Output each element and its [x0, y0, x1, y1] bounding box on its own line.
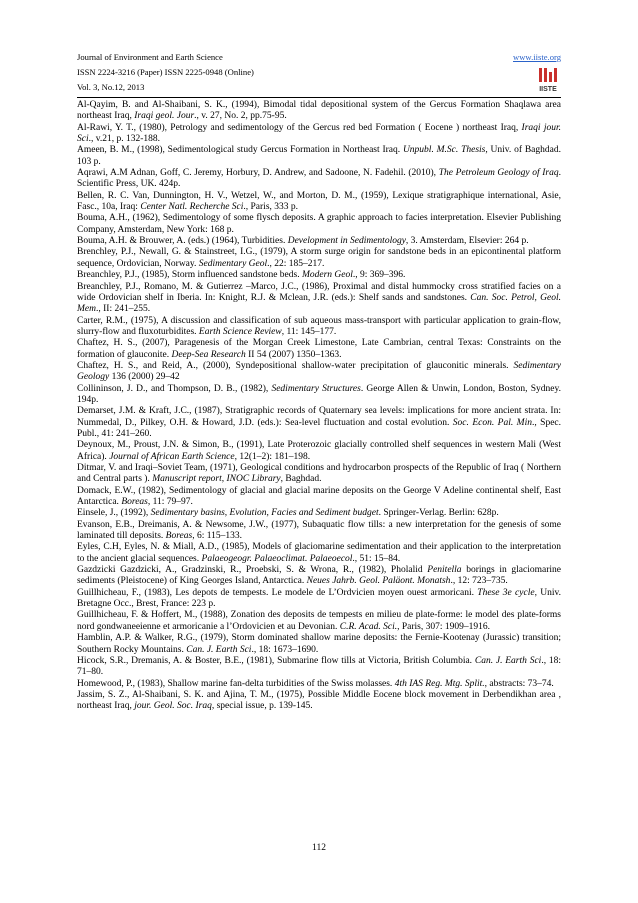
- reference-entry: [77, 168, 561, 191]
- reference-text: borings in glaciomarine sediments (Pleistocene) of King Georges Island, Antarctica.: [77, 565, 561, 587]
- reference-entry: [77, 236, 561, 247]
- reference-italic-text: Sedimentary Geology: [77, 360, 561, 383]
- reference-text: Bellen, R. C. Van, Dunnington, H. V., Wetzel, W., and Morton, D. M., (1959), Lexique stratigraphique international, Asie, Fasc., 10a, Iraq:: [77, 190, 561, 213]
- reference-italic-text: Penitella: [427, 565, 462, 576]
- reference-entry: [77, 486, 561, 509]
- reference-italic-text: Development in Sedimentology: [287, 236, 406, 247]
- reference-list: [77, 100, 561, 713]
- reference-entry: [77, 588, 561, 611]
- reference-text: Domack, E.W., (1982), Sedimentology of glacial and glacial marine deposits on the George V Adeline continental shelf, East Antarctica.: [77, 485, 561, 508]
- reference-text: Chaftez, H. S., (2007), Paragenesis of the Morgan Creek Limestone, Late Cambrian, central Texas: Constraints on the formation of glauconite.: [77, 338, 561, 360]
- reference-italic-text: Sedimentary Structures: [271, 383, 361, 394]
- reference-text: ., 51: 15–84.: [352, 553, 401, 564]
- reference-entry: [77, 191, 561, 214]
- reference-italic-text: C.R. Acad. Sci.: [339, 621, 398, 632]
- reference-entry: [77, 145, 561, 168]
- reference-text: ., v.21, p. 132-188.: [88, 134, 161, 145]
- header-rule: [77, 97, 561, 98]
- volume-line: Vol. 3, No.12, 2013: [77, 82, 145, 92]
- reference-text: Al-Rawi, Y. T., (1980), Petrology and sedimentology of the Gercus red bed Formation ( Eocene ) northeast Iraq,: [77, 122, 522, 133]
- reference-text: Guillhicheau, F., (1983), Les depots de tempests. Le modele de L’Ordvicien moyen ouest armoricani.: [77, 587, 478, 598]
- reference-italic-text: Soc. Econ. Pal. Min: [452, 417, 532, 428]
- reference-entry: [77, 690, 561, 713]
- reference-text: Eyles, C.H, Eyles, N. & Miall, A.D., (1985), Models of glaciomarine sedimentation and their application to the interpretation to the ancient glacial sequences.: [77, 542, 561, 564]
- reference-entry: [77, 508, 561, 519]
- page-number: 112: [312, 843, 326, 853]
- reference-text: Bouma, A.H. & Brouwer, A. (eds.) (1964), Turbidities.: [77, 236, 288, 247]
- reference-italic-text: Sedimentary basins, Evolution, Facies and Sediment budget: [150, 508, 379, 519]
- reference-entry: [77, 270, 561, 281]
- reference-entry: [77, 213, 561, 236]
- reference-entry: [77, 282, 561, 316]
- reference-entry: [77, 384, 561, 407]
- reference-text: 136 (2000) 29–42: [109, 372, 180, 383]
- reference-text: ., II: 241–255.: [96, 304, 151, 315]
- reference-text: Demarset, J.M. & Kraft, J.C., (1987), Stratigraphic records of Quaternary sea levels: implications for more ancient strata. In: Nummedal, D., Pilkey, O.H. & Howard, J.D. (eds.): Sea-level fluctuation and costal evolution.: [77, 406, 561, 428]
- reference-italic-text: Unpubl. M.Sc. Thesis: [402, 145, 486, 156]
- reference-text: Guillhicheau, F. & Hoffert, M., (1988), Zonation des deposits de tempests en milieu de plate-forme: le model des plate-forms nord gondwaneeienne et armoricanie a l’Ordovicien et au Devonian.: [77, 610, 561, 632]
- reference-entry: [77, 633, 561, 656]
- reference-text: Brenchley, P.J., Newall, G. & Stainstreet, I.G., (1979), A storm surge origin for sandstone beds in an epicontinental platform sequence, Ordovician, Norway.: [77, 247, 561, 269]
- reference-text: Hamblin, A.P. & Walker, R.G., (1979), Storm dominated shallow marine deposits: the Fernie-Kootenay (Jurassic) transition; Southern Rocky Mountains.: [77, 633, 561, 655]
- reference-text: , 3. Amsterdam, Elsevier: 264 p.: [405, 236, 529, 247]
- reference-italic-text: Iraqi jour. Sci: [77, 122, 561, 145]
- reference-italic-text: Palaeogeogr. Palaeoclimat. Palaeoecol: [201, 553, 353, 564]
- reference-text: . Springer-Verlag. Berlin: 628p.: [378, 508, 499, 519]
- reference-text: II 54 (2007) 1350–1363.: [245, 349, 342, 360]
- reference-text: , 12(1–2): 181–198.: [234, 451, 311, 462]
- reference-text: Homewood, P., (1983), Shallow marine fan-delta turbidities of the Swiss molasses.: [77, 678, 395, 689]
- journal-title: Journal of Environment and Earth Science: [77, 52, 223, 62]
- reference-italic-text: Manuscript report, INOC Library: [152, 474, 281, 485]
- reference-text: ., 18: 71–80.: [77, 655, 561, 678]
- reference-entry: [77, 440, 561, 463]
- reference-entry: [77, 656, 561, 679]
- reference-text: ., Paris, 333 p.: [243, 202, 299, 213]
- reference-italic-text: Neues Jahrb. Geol. Paläont. Monatsh: [306, 576, 451, 587]
- reference-italic-text: Sedimentary Geol: [198, 258, 268, 269]
- page-header: [77, 52, 561, 96]
- reference-text: , Paris, 307: 1909–1916.: [397, 621, 490, 632]
- reference-text: Gazdzicki Gazdzicki, A., Gradzinski, R., Proebski, S. & Wrona, R., (1982), Pholalid: [77, 565, 428, 576]
- reference-entry: [77, 565, 561, 588]
- issn-line: ISSN 2224-3216 (Paper) ISSN 2225-0948 (Online): [77, 67, 254, 77]
- iiste-logo: [537, 66, 559, 94]
- reference-text: ., Spec. Publ., 41: 241–260.: [77, 417, 562, 439]
- reference-italic-text: Journal of African Earth Science: [109, 451, 235, 462]
- reference-entry: [77, 610, 561, 633]
- reference-text: ., 12: 723–735.: [450, 576, 508, 587]
- reference-italic-text: Boreas: [165, 531, 193, 542]
- reference-entry: [77, 123, 561, 146]
- reference-text: Carter, R.M., (1975), A discussion and classification of sub aqueous mass-transport with particular application to grain-flow, slurry-flow and fluxoturbidites.: [77, 315, 561, 337]
- reference-italic-text: Can. J. Earth Sci: [474, 655, 542, 666]
- reference-entry: [77, 520, 561, 543]
- reference-text: , Univ. of Baghdad. 103 p.: [77, 145, 561, 167]
- reference-italic-text: Earth Science Review: [198, 326, 282, 337]
- reference-italic-text: Can. Soc. Petrol, Geol. Mem: [77, 292, 561, 315]
- reference-italic-text: jour. Geol. Soc. Iraq: [134, 701, 212, 712]
- reference-text: ., 22: 185–217.: [267, 258, 325, 269]
- reference-entry: [77, 316, 561, 339]
- reference-entry: [77, 679, 561, 690]
- reference-italic-text: Can. J. Earth Sci: [186, 644, 252, 655]
- reference-text: Einsele, J., (1992),: [77, 508, 151, 519]
- reference-text: Ditmar, V. and Iraqi–Soviet Team, (1971), Geological conditions and hydrocarbon prospects of the Republic of Iraq ( Northern and Central parts ).: [77, 463, 561, 485]
- reference-text: ., 9: 369–396.: [352, 270, 406, 281]
- reference-entry: [77, 361, 561, 384]
- reference-text: Evanson, E.B., Dreimanis, A. & Newsome, J.W., (1977), Subaquatic flow tills: a new interpretation for the genesis of some laminated till deposits.: [77, 519, 561, 542]
- reference-italic-text: Center Natl. Recherche Sci: [140, 202, 244, 213]
- reference-entry: [77, 338, 561, 361]
- reference-text: , special issue, p. 139-145.: [211, 701, 313, 712]
- reference-text: , Univ. Bretagne Occ., Brest, France: 223 p.: [77, 587, 562, 610]
- reference-italic-text: The Petroleum Geology of Iraq: [438, 168, 559, 179]
- reference-text: Breanchley, P.J., (1985), Storm influenced sandstone beds.: [77, 270, 302, 281]
- reference-entry: [77, 247, 561, 270]
- reference-text: ., 18: 1673–1690.: [251, 644, 319, 655]
- reference-text: Collininson, J. D., and Thompson, D. B., (1982),: [77, 383, 272, 394]
- reference-text: Jassim, S. Z., Al-Shaibani, S. K. and Ajina, T. M., (1975), Possible Middle Eocene block movement in Derbendikhan area , northeast Iraq,: [77, 689, 561, 712]
- reference-entry: [77, 542, 561, 565]
- reference-text: , abstracts: 73–74.: [484, 678, 554, 689]
- reference-italic-text: These 3e cycle: [477, 587, 535, 598]
- reference-text: Deynoux, M., Proust, J.N. & Simon, B., (1991), Late Proterozoic glacially controlled shelf sequences in western Mali (West Africa).: [77, 440, 561, 462]
- reference-text: Chaftez, H. S., and Reid, A., (2000), Syndepositional shallow-water precipitation of glauconitic minerals.: [77, 360, 514, 371]
- reference-italic-text: 4th IAS Reg. Mtg. Split.: [394, 678, 485, 689]
- reference-italic-text: Deep-Sea Research: [171, 349, 246, 360]
- reference-entry: [77, 100, 561, 123]
- reference-text: , 6: 115–133.: [192, 531, 243, 542]
- reference-text: . George Allen & Unwin, London, Boston, Sydney. 194p.: [77, 383, 561, 405]
- reference-text: , Baghdad.: [280, 474, 322, 485]
- reference-text: Aqrawi, A.M Adnan, Goff, C. Jeremy, Horbury, D. Andrew, and Sadoone, N. Fadehil. (2010),: [77, 168, 439, 179]
- reference-italic-text: Boreas: [121, 497, 148, 508]
- svg-text:IISTE: IISTE: [539, 86, 557, 93]
- reference-text: Hicock, S.R., Dremanis, A. & Boster, B.E., (1981), Submarine flow tills at Victoria, British Columbia.: [77, 655, 475, 666]
- reference-entry: [77, 406, 561, 440]
- reference-text: Al-Qayim, B. and Al-Shaibani, S. K., (1994), Bimodal tidal depositional system of the Gercus Formation Shaqlawa area northeast Iraq,: [77, 100, 561, 122]
- reference-text: Breanchley, P.J., Romano, M. & Gutierrez –Marco, J.C., (1986), Proximal and distal hummocky cross stratified facies on a wide Ordovician shelf in Iberia. In: Knight, R.J. & Mclean, J.R. (eds.): Shelf sands and sandstones.: [77, 281, 561, 303]
- reference-text: Bouma, A.H., (1962), Sedimentology of some flysch deposits. A graphic approach to facies interpretation. Elsevier Publishing Company, Amsterdam, New York: 168 p.: [77, 213, 561, 235]
- reference-italic-text: Iraqi geol. Jour: [134, 111, 195, 122]
- reference-text: Ameen, B. M., (1998), Sedimentological study Gercus Formation in Northeast Iraq.: [77, 145, 403, 156]
- reference-text: , 11: 79–97.: [147, 497, 193, 508]
- reference-italic-text: Modern Geol: [301, 270, 353, 281]
- journal-url-link[interactable]: www.iiste.org: [513, 52, 561, 62]
- reference-text: . Scientific Press, UK. 424p.: [77, 168, 561, 190]
- reference-entry: [77, 463, 561, 486]
- reference-text: ., v. 27, No. 2, pp.75-95.: [194, 111, 287, 122]
- reference-text: , 11: 145–177.: [281, 326, 337, 337]
